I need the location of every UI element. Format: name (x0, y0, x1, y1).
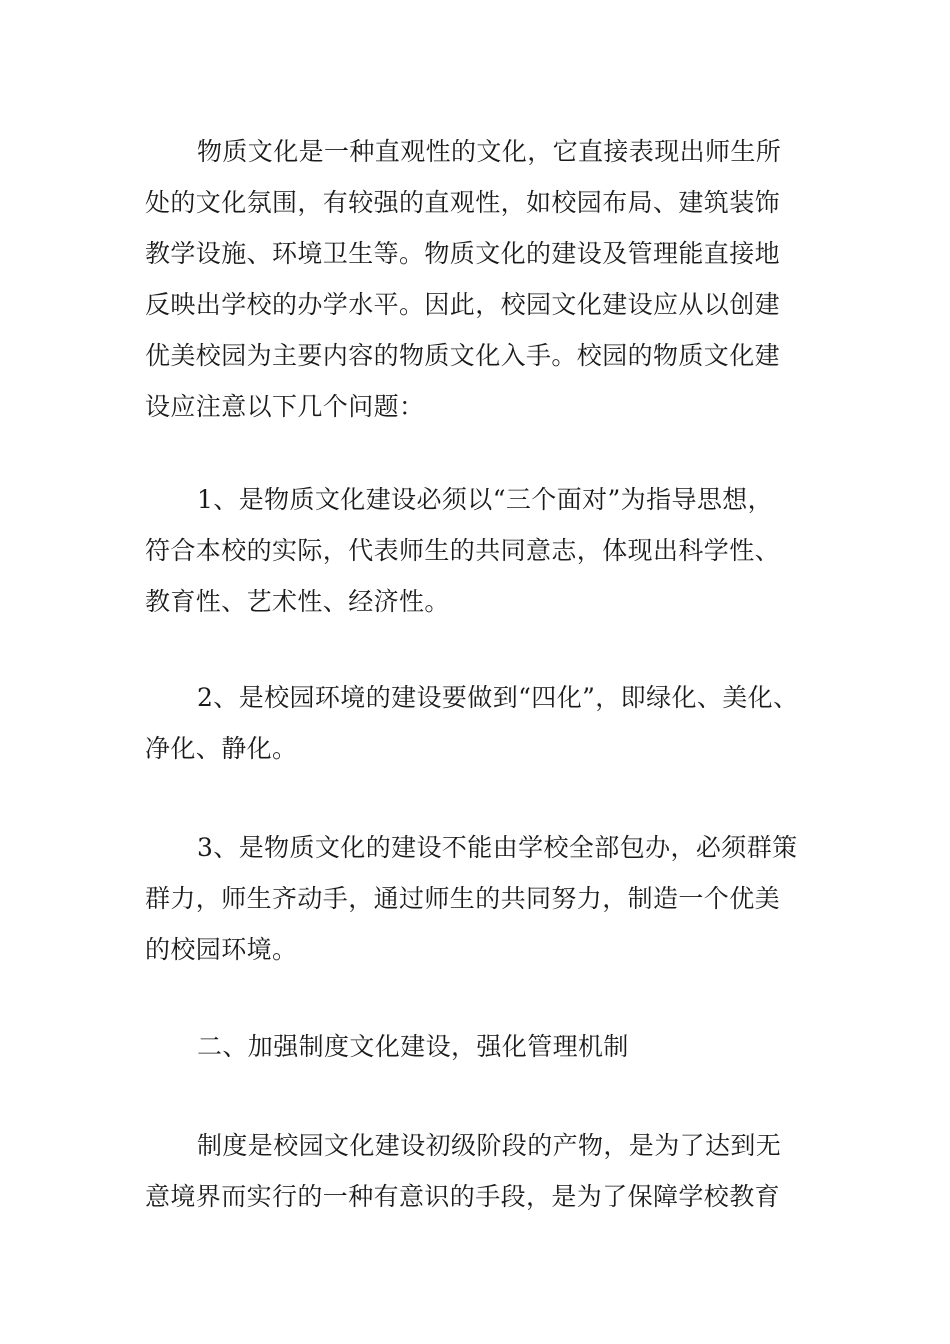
paragraph-point-3 (145, 822, 825, 975)
text-line: 群力，师生齐动手，通过师生的共同努力，制造一个优美 (145, 884, 781, 913)
text-line: 教育性、艺术性、经济性。 (145, 587, 450, 616)
text-line: 制度是校园文化建设初级阶段的产物，是为了达到无 (197, 1131, 782, 1160)
text-line: 物质文化是一种直观性的文化，它直接表现出师生所 (197, 137, 782, 166)
text-line: 的校园环境。 (145, 935, 298, 964)
paragraph-material-culture-intro (145, 126, 825, 432)
text-line: 二、加强制度文化建设，强化管理机制 (197, 1032, 629, 1061)
text-line: 2、是校园环境的建设要做到“四化”，即绿化、美化、 (197, 683, 799, 712)
paragraph-institutional-culture (145, 1120, 825, 1222)
paragraph-point-1 (145, 474, 825, 627)
text-line: 3、是物质文化的建设不能由学校全部包办，必须群策 (197, 833, 798, 862)
text-line: 教学设施、环境卫生等。物质文化的建设及管理能直接地 (145, 239, 781, 268)
text-line: 处的文化氛围，有较强的直观性，如校园布局、建筑装饰 (145, 188, 781, 217)
text-line: 反映出学校的办学水平。因此，校园文化建设应从以创建 (145, 290, 781, 319)
text-line: 优美校园为主要内容的物质文化入手。校园的物质文化建 (145, 341, 781, 370)
text-line: 设应注意以下几个问题： (145, 392, 425, 421)
paragraph-point-2 (145, 672, 825, 774)
section-heading (145, 1021, 825, 1072)
text-line: 净化、静化。 (145, 734, 298, 763)
text-line: 符合本校的实际，代表师生的共同意志，体现出科学性、 (145, 536, 781, 565)
text-line: 1、是物质文化建设必须以“三个面对”为指导思想， (197, 485, 774, 514)
text-line: 意境界而实行的一种有意识的手段，是为了保障学校教育 (145, 1182, 781, 1211)
